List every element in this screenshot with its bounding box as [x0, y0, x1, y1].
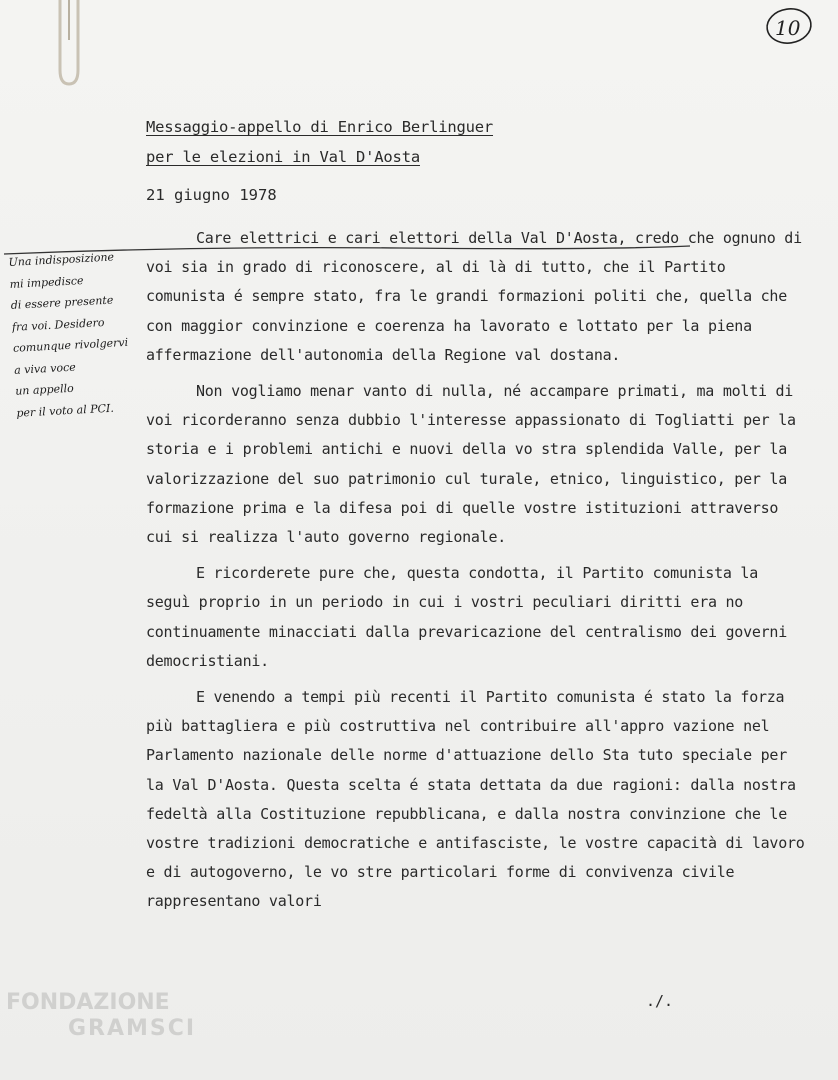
continuation-mark: ./. — [646, 992, 674, 1010]
margin-note-line: Una indisposizione — [8, 250, 115, 269]
margin-note-line: mi impedisce — [9, 273, 84, 291]
body-paragraph: E venendo a tempi più recenti il Partito comunista é stato la forza più battagliera e più costruttiva nel contribuire all'appro vazione nel Parlamento nazionale delle norme d'attuazione dello Sta tuto speciale per la Val D'Aosta. Questa scelta é stata dettata da due ragioni: dalla nostra fedeltà alla Costituzione repubblicana, e dalla nostra convinzione che le vostre tradizioni democratiche e antifasciste, le vostre capacità di lavoro e di autogoverno, le vo stre particolari forme di convivenza civile rappresentano valori — [146, 688, 805, 911]
document-title-line2: per le elezioni in Val D'Aosta — [146, 148, 420, 166]
watermark-line2: GRAMSCI — [68, 1016, 197, 1041]
margin-note-line: un appello — [14, 381, 75, 398]
watermark-line1: FONDAZIONE — [6, 990, 170, 1015]
body-paragraph: Non vogliamo menar vanto di nulla, né accampare primati, ma molti di voi ricorderanno senza dubbio l'interesse appassionato di Togliatti per la storia e i problemi antichi e nuovi della vo stra splendida Valle, per la valorizzazione del suo patrimonio cul turale, etnico, linguistico, per la formazione prima e la difesa poi di quelle vostre istituzioni attraverso cui si realizza l'auto governo regionale. — [146, 382, 796, 547]
margin-note-line: a viva voce — [13, 360, 77, 377]
staple-mark — [54, 0, 84, 88]
margin-note-line: di essere presente — [10, 293, 114, 312]
document-title-line1: Messaggio-appello di Enrico Berlinguer — [146, 118, 494, 136]
margin-note-line: fra voi. Desidero — [11, 315, 105, 334]
margin-note-line: comunque rivolgervi — [12, 335, 129, 355]
page-number: 10 — [762, 4, 816, 46]
handwritten-margin-note — [8, 245, 145, 423]
document-date: 21 giugno 1978 — [146, 186, 277, 204]
body-paragraph: Care elettrici e cari elettori della Val D'Aosta, credo che ognuno di voi sia in grado di riconoscere, al di là di tutto, che il Partito comunista é sempre stato, fra le grandi formazioni politi che, quella che con maggior convinzione e coerenza ha lavorato e lottato per la piena affermazione dell'autonomia della Regione val dostana. — [146, 229, 802, 364]
archive-watermark — [6, 990, 196, 1042]
margin-note-line: per il voto al PCI. — [16, 401, 115, 420]
document-body — [146, 224, 806, 924]
body-paragraph: E ricorderete pure che, questa condotta, il Partito comunista la seguì proprio in un periodo in cui i vostri peculiari diritti era no continuamente minacciati dalla prevaricazione del centralismo dei governi democristiani. — [146, 564, 787, 670]
